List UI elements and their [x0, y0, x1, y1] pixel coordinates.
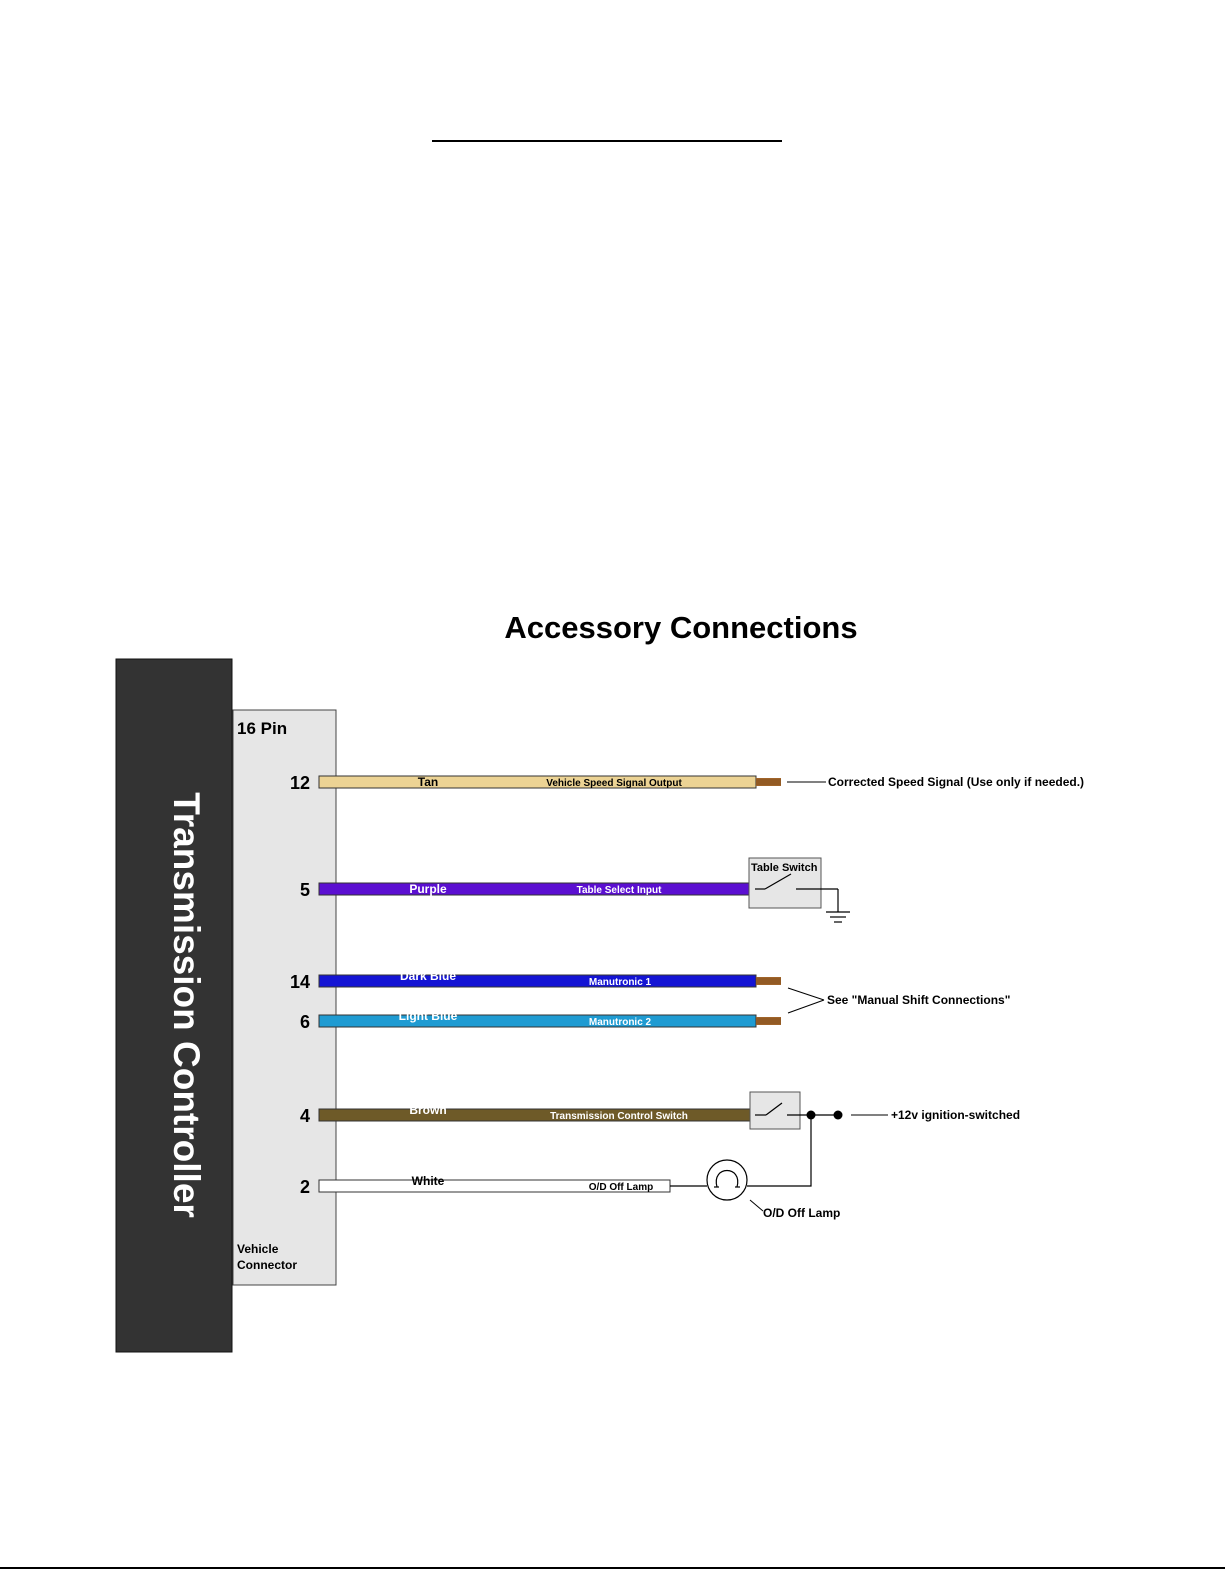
pin-number: 4	[299, 1106, 310, 1126]
trans-control-switch-box	[750, 1092, 800, 1129]
manual-shift-brace	[788, 988, 824, 1013]
vehicle-connector	[233, 710, 336, 1285]
table-switch-label: Table Switch	[751, 862, 818, 874]
diagram-title: Accessory Connections	[504, 610, 858, 645]
lamp-icon	[707, 1160, 747, 1200]
wire-light-blue	[319, 1015, 756, 1027]
connector-header: 16 Pin	[237, 719, 288, 738]
corrected-speed-label: Corrected Speed Signal (Use only if needed.)	[828, 775, 1085, 789]
bottom-rule	[0, 1567, 1225, 1569]
wire-tan	[319, 776, 756, 788]
wire-function-label: O/D Off Lamp	[588, 1182, 654, 1193]
wire-color-label: Brown	[409, 1103, 447, 1117]
wire-function-label: Manutronic 1	[588, 977, 652, 988]
pin-number: 14	[289, 972, 310, 992]
ground-symbol-icon	[826, 912, 850, 922]
wire-color-label: White	[411, 1174, 445, 1188]
pin-number: 2	[299, 1177, 310, 1197]
wire-color-label: Purple	[409, 882, 447, 896]
controller-label: Transmission Controller	[166, 792, 207, 1218]
ignition-terminal-dot	[834, 1111, 843, 1120]
pin-number: 6	[299, 1012, 310, 1032]
connector-footer-line1: Vehicle	[237, 1242, 279, 1256]
ignition-label: +12v ignition-switched	[891, 1108, 1021, 1122]
lamp-leader-line	[750, 1200, 763, 1211]
wire-color-label: Tan	[417, 775, 439, 789]
od-lamp-label: O/D Off Lamp	[763, 1206, 841, 1220]
pin-number: 12	[289, 773, 310, 793]
wire-dark-blue	[319, 975, 756, 987]
wire-function-label: Manutronic 2	[588, 1017, 652, 1028]
wire-group	[290, 773, 781, 1197]
manual-shift-label: See "Manual Shift Connections"	[827, 993, 1011, 1007]
wire-function-label: Vehicle Speed Signal Output	[546, 778, 682, 789]
wire-function-label: Transmission Control Switch	[550, 1111, 688, 1122]
pin-number: 5	[299, 880, 310, 900]
wire-function-label: Table Select Input	[576, 885, 662, 896]
wire-purple	[319, 883, 756, 895]
wire-color-label: Light Blue	[398, 1009, 458, 1023]
wire-color-label: Dark Blue	[399, 969, 457, 983]
connector-footer-line2: Connector	[237, 1258, 297, 1272]
wire-brown	[319, 1109, 756, 1121]
